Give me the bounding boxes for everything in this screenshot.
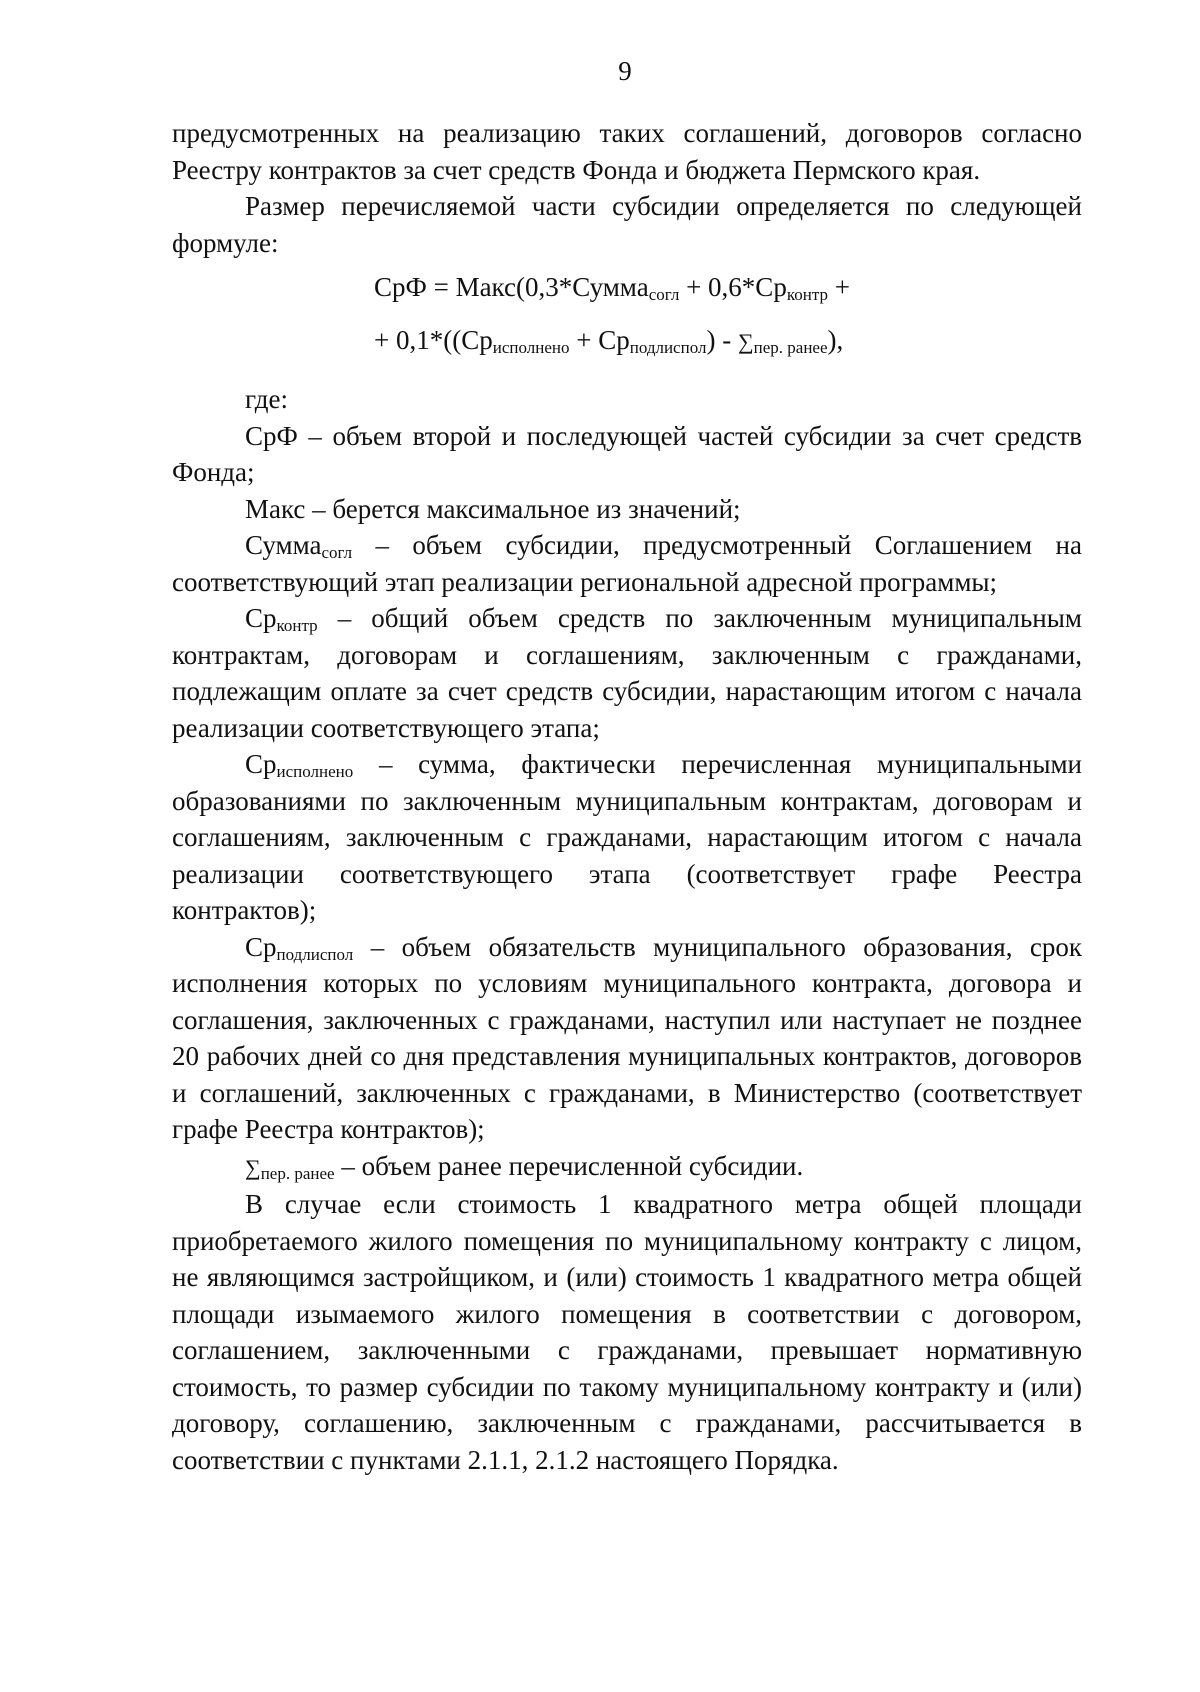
term-subscript: контр <box>276 616 318 635</box>
where-label: где: <box>245 384 288 414</box>
page-number: 9 <box>618 56 632 86</box>
formula-text: СрФ = Макс(0,3*Сумма <box>374 272 649 302</box>
intro-block <box>172 115 1082 261</box>
definition-text: – общий объем средств по заключенным муниципальным контрактам, договорам и соглашениям, заключенным с гражданами, подлежащим оплате за счет средств субсидии, нарастающим итогом с начала реализации соответствующего этапа; <box>172 603 1082 743</box>
term: Ср <box>245 603 277 633</box>
definition-ispolneno <box>172 746 1082 929</box>
final-paragraph: В случае если стоимость 1 квадратного метра общей площади приобретаемого жилого помещения по муниципальному контракту с лицом, не являющимся застройщиком, и (или) стоимость 1 квадратного метра общей площади изымаемого жилого помещения в соответствии с договором, соглашением, заключенными с гражданами, превышает нормативную стоимость, то размер субсидии по такому муниципальному контракту и (или) договору, соглашению, заключенным с гражданами, рассчитывается в соответствии с пунктами 2.1.1, 2.1.2 настоящего Порядка. <box>172 1189 1082 1475</box>
definition-maks: Макс – берется максимальное из значений; <box>245 493 741 524</box>
definition-kontr <box>172 600 1082 746</box>
definitions-block <box>172 381 1082 1478</box>
formula-line-1 <box>374 272 850 303</box>
formula-subscript: согл <box>648 285 680 304</box>
term-subscript: пер. ранее <box>260 1163 335 1183</box>
formula-text: + <box>827 272 850 302</box>
sum-symbol: ∑ <box>737 329 754 354</box>
formula-subscript: контр <box>786 285 828 304</box>
definition-text: – объем ранее перечисленной субсидии. <box>334 1150 804 1181</box>
definition-srf: СрФ – объем второй и последующей частей субсидии за счет средств Фонда; <box>172 420 1082 487</box>
formula-line-2 <box>374 325 843 356</box>
term: Сумма <box>245 530 322 560</box>
sum-symbol: ∑ <box>245 1154 261 1180</box>
term: Ср <box>245 931 277 962</box>
definition-text: – объем субсидии, предусмотренный Соглашением на соответствующий этап реализации региональной адресной программы; <box>172 530 1082 597</box>
formula-text: + Ср <box>569 325 630 355</box>
term: Ср <box>245 749 277 779</box>
term-subscript: согл <box>321 543 353 562</box>
term-subscript: исполнено <box>276 762 354 781</box>
term-subscript: подлиспол <box>276 944 354 964</box>
formula-subscript: подлиспол <box>629 338 707 357</box>
formula-text: + 0,1*((Ср <box>374 325 493 355</box>
formula-intro-paragraph: Размер перечисляемой части субсидии определяется по следующей формуле: <box>172 191 1082 258</box>
formula-text: + 0,6*Ср <box>679 272 787 302</box>
continuation-paragraph: предусмотренных на реализацию таких соглашений, договоров согласно Реестру контрактов за счет средств Фонда и бюджета Пермского края. <box>172 118 1082 185</box>
formula-subscript: пер. ранее <box>753 338 828 357</box>
definition-sigma <box>172 1148 1082 1187</box>
definition-podlispol <box>172 929 1082 1148</box>
formula-subscript: исполнено <box>492 338 570 357</box>
definition-text: – сумма, фактически перечисленная муниципальными образованиями по заключенным муниципальным контрактам, договорам и соглашениям, заключенным с гражданами, нарастающим итогом с начала реализации соответствующего этапа (соответствует графе Реестра контрактов); <box>172 749 1082 925</box>
formula-text: ), <box>827 325 844 355</box>
formula-text: ) - <box>706 325 738 355</box>
definition-text: – объем обязательств муниципального образования, срок исполнения которых по условиям муниципального контракта, договора и соглашения, заключенных с гражданами, наступил или наступает не позднее 20 рабочих дней со дня представления муниципальных контрактов, договоров и соглашений, заключенных с гражданами, в Министерство (соответствует графе Реестра контрактов); <box>172 931 1082 1144</box>
definition-summa <box>172 527 1082 600</box>
